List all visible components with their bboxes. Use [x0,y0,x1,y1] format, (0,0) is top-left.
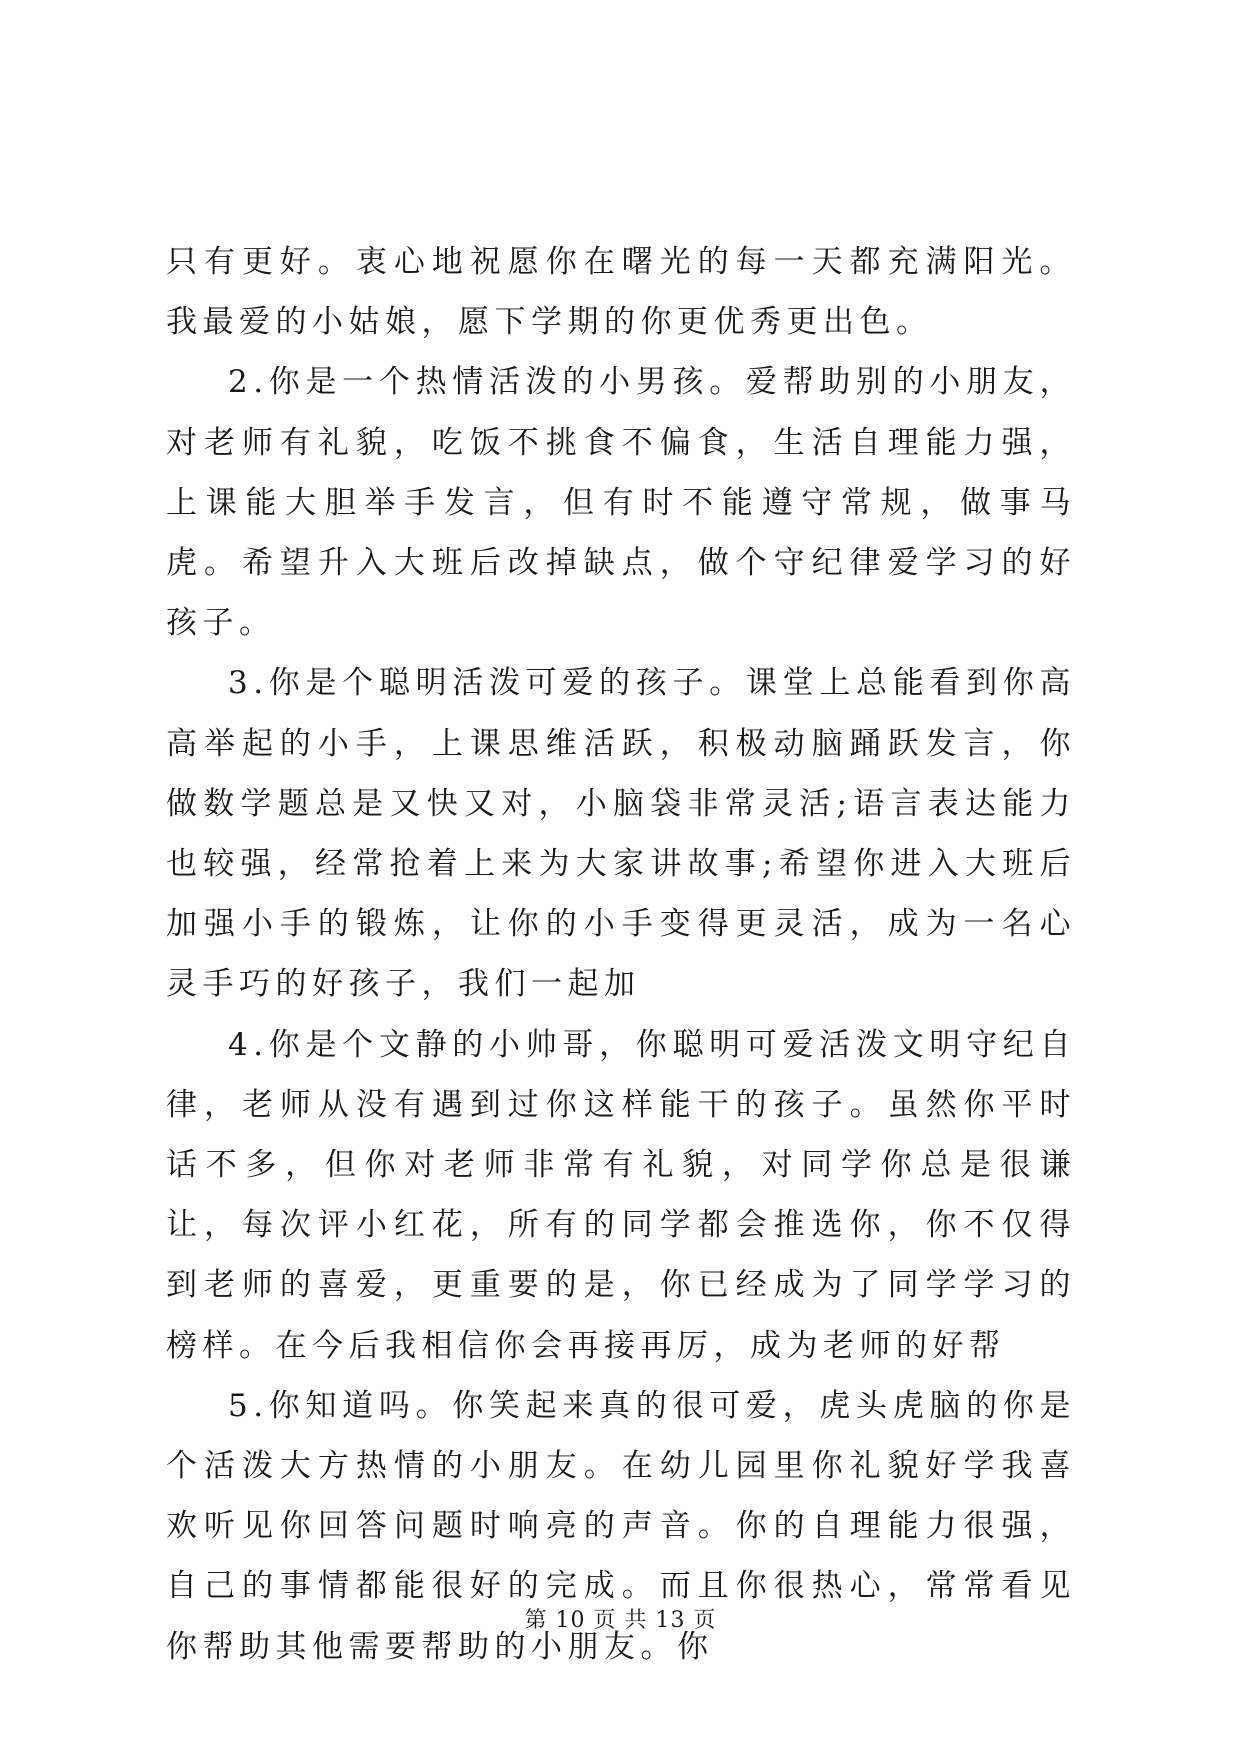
page-number-footer: 第 10 页 共 13 页 [524,1608,717,1633]
paragraph-4: 4.你是个文静的小帅哥，你聪明可爱活泼文明守纪自律，老师从没有遇到过你这样能干的孩子。虽然你平时话不多，但你对老师非常有礼貌，对同学你总是很谦让，每次评小红花，所有的同学都会推选你，你不仅得到老师的喜爱，更重要的是，你已经成为了同学学习的榜样。在今后我相信你会再接再厉，成为老师的好帮 [166,1026,1076,1364]
paragraph-1: 只有更好。衷心地祝愿你在曙光的每一天都充满阳光。我最爱的小姑娘，愿下学期的你更优秀更出色。 [166,244,1076,341]
paragraph-3: 3.你是个聪明活泼可爱的孩子。课堂上总能看到你高高举起的小手，上课思维活跃，积极动脑踊跃发言，你做数学题总是又快又对，小脑袋非常灵活;语言表达能力也较强，经常抢着上来为大家讲故事;希望你进入大班后加强小手的锻炼，让你的小手变得更灵活，成为一名心灵手巧的好孩子，我们一起加 [166,665,1076,1003]
paragraph-2: 2.你是一个热情活泼的小男孩。爱帮助别的小朋友，对老师有礼貌，吃饭不挑食不偏食，生活自理能力强，上课能大胆举手发言，但有时不能遵守常规，做事马虎。希望升入大班后改掉缺点，做个守纪律爱学习的好孩子。 [166,364,1076,642]
document-body [166,232,1076,1677]
paragraph-5: 5.你知道吗。你笑起来真的很可爱，虎头虎脑的你是个活泼大方热情的小朋友。在幼儿园里你礼貌好学我喜欢听见你回答问题时响亮的声音。你的自理能力很强，自己的事情都能很好的完成。而且你很热心，常常看见你帮助其他需要帮助的小朋友。你 [166,1387,1076,1665]
